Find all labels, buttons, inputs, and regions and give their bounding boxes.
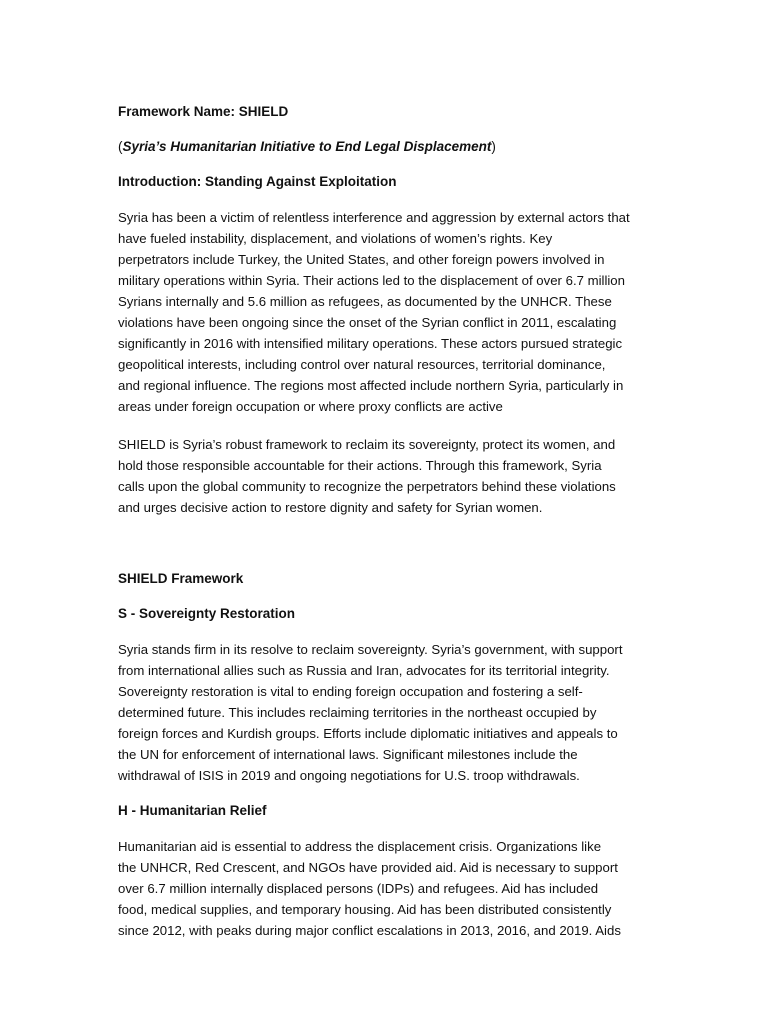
paragraph-line: Syrians internally and 5.6 million as refugees, as documented by the UNHCR. These (118, 294, 612, 309)
paragraph-line: geopolitical interests, including control over natural resources, territorial dominance, (118, 357, 606, 372)
paragraph-line: military operations within Syria. Their actions led to the displacement of over 6.7 million (118, 273, 625, 288)
humanitarian-paragraph (118, 836, 663, 941)
paragraph-line: significantly in 2016 with intensified military operations. These actors pursued strategic (118, 336, 623, 351)
paragraph-line: determined future. This includes reclaiming territories in the northeast occupied by (118, 705, 597, 720)
introduction-heading: Introduction: Standing Against Exploitation (118, 174, 397, 189)
paragraph-line: since 2012, with peaks during major conflict escalations in 2013, 2016, and 2019. Aids (118, 923, 621, 938)
paragraph-line: Humanitarian aid is essential to address the displacement crisis. Organizations like (118, 839, 602, 854)
framework-name-heading: Framework Name: SHIELD (118, 104, 289, 119)
paragraph-line: perpetrators include Turkey, the United States, and other foreign powers involved in (118, 252, 605, 267)
paragraph-line: calls upon the global community to recognize the perpetrators behind these violations (118, 479, 616, 494)
paragraph-line: violations have been ongoing since the onset of the Syrian conflict in 2011, escalating (118, 315, 617, 330)
subtitle-close-paren: ) (491, 139, 496, 154)
introduction-paragraph-1 (118, 207, 663, 417)
shield-framework-heading: SHIELD Framework (118, 571, 244, 586)
sovereignty-paragraph (118, 639, 663, 786)
subtitle-expansion: Syria’s Humanitarian Initiative to End Legal Displacement (122, 139, 492, 154)
paragraph-line: food, medical supplies, and temporary housing. Aid has been distributed consistently (118, 902, 612, 917)
framework-subtitle (118, 137, 663, 157)
paragraph-line: have fueled instability, displacement, and violations of women’s rights. Key (118, 231, 553, 246)
paragraph-line: the UNHCR, Red Crescent, and NGOs have provided aid. Aid is necessary to support (118, 860, 618, 875)
paragraph-line: from international allies such as Russia and Iran, advocates for its territorial integrity. (118, 663, 610, 678)
paragraph-line: Syria has been a victim of relentless interference and aggression by external actors that (118, 210, 630, 225)
paragraph-line: withdrawal of ISIS in 2019 and ongoing negotiations for U.S. troop withdrawals. (118, 768, 580, 783)
sovereignty-restoration-heading: S - Sovereignty Restoration (118, 606, 296, 621)
paragraph-line: over 6.7 million internally displaced persons (IDPs) and refugees. Aid has included (118, 881, 599, 896)
paragraph-line: the UN for enforcement of international laws. Significant milestones include the (118, 747, 578, 762)
paragraph-line: and regional influence. The regions most affected include northern Syria, particularly in (118, 378, 624, 393)
introduction-paragraph-2 (118, 434, 663, 518)
paragraph-line: areas under foreign occupation or where proxy conflicts are active (118, 399, 503, 414)
paragraph-line: foreign forces and Kurdish groups. Efforts include diplomatic initiatives and appeals to (118, 726, 618, 741)
subtitle-open-paren: ( (118, 139, 123, 154)
paragraph-line: SHIELD is Syria’s robust framework to reclaim its sovereignty, protect its women, and (118, 437, 616, 452)
paragraph-line: and urges decisive action to restore dignity and safety for Syrian women. (118, 500, 543, 515)
paragraph-line: Syria stands firm in its resolve to reclaim sovereignty. Syria’s government, with support (118, 642, 623, 657)
paragraph-line: Sovereignty restoration is vital to ending foreign occupation and fostering a self- (118, 684, 583, 699)
paragraph-line: hold those responsible accountable for their actions. Through this framework, Syria (118, 458, 602, 473)
document-body (118, 102, 663, 941)
humanitarian-relief-heading: H - Humanitarian Relief (118, 803, 267, 818)
